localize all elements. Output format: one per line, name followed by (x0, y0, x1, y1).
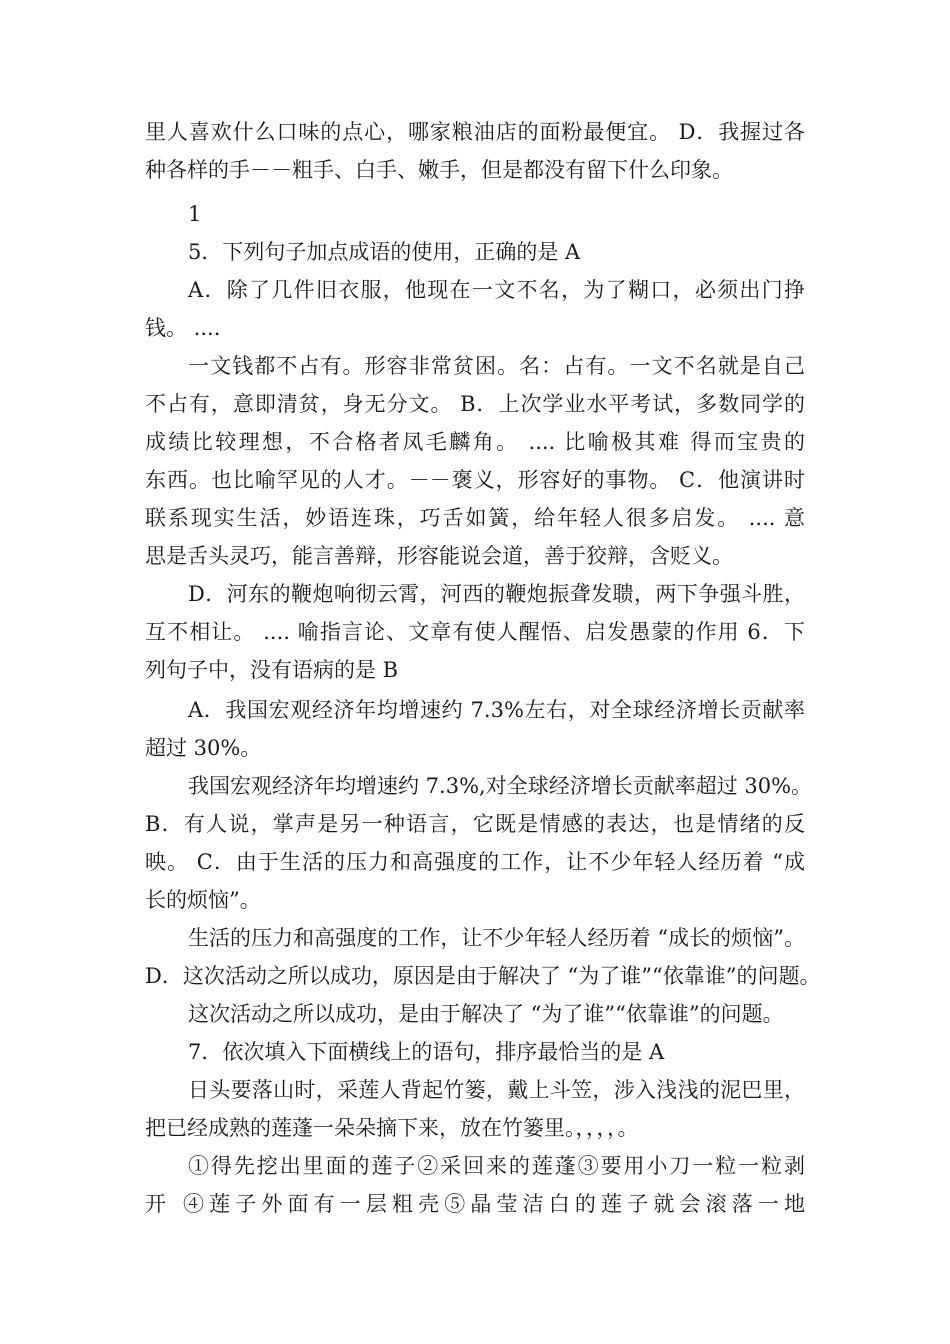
text-line: 钱。 .... (145, 316, 221, 340)
text-line: 我国宏观经济年均增速约 7.3%,对全球经济增长贡献率超过 30%。 (188, 774, 813, 798)
text-line: 互不相让。 .... 喻指言论、文章有使人醒悟、启发愚蒙的作用 6．下 (145, 620, 805, 644)
text-line: 日头要落山时，采莲人背起竹篓，戴上斗笠，涉入浅浅的泥巴里， (188, 1078, 805, 1102)
text-line: 这次活动之所以成功，是由于解决了 “为了谁”“依靠谁”的问题。 (188, 1002, 784, 1026)
text-line: 一文钱都不占有。形容非常贫困。名：占有。一文不名就是自己 (188, 354, 805, 378)
text-line: 列句子中，没有语病的是 B (145, 658, 399, 682)
text-line: A．我国宏观经济年均增速约 7.3%左右，对全球经济增长贡献率 (188, 698, 805, 722)
text-line: ①得先挖出里面的莲子②采回来的莲蓬③要用小刀一粒一粒剥 (188, 1154, 805, 1178)
text-line: 不占有，意即清贫，身无分文。 B．上次学业水平考试，多数同学的 (145, 392, 805, 416)
text-line: D．河东的鞭炮响彻云霄，河西的鞭炮振聋发聩，两下争强斗胜， (188, 582, 805, 606)
text-line: 把已经成熟的莲蓬一朵朵摘下来，放在竹篓里。，，，，。 (145, 1116, 639, 1140)
question-heading: 5．下列句子加点成语的使用，正确的是 A (188, 240, 581, 264)
text-line: B．有人说，掌声是另一种语言，它既是情感的表达，也是情绪的反 (145, 812, 805, 836)
text-line: 映。 C．由于生活的压力和高强度的工作，让不少年轻人经历着 “成 (145, 850, 805, 874)
text-line: 长的烦恼”。 (145, 888, 261, 912)
text-line: 思是舌头灵巧，能言善辩，形容能说会道，善于狡辩，含贬义。 (145, 544, 733, 568)
question-heading: 7．依次填入下面横线上的语句，排序最恰当的是 A (188, 1040, 665, 1064)
text-line: 超过 30%。 (145, 736, 262, 760)
text-line: A．除了几件旧衣服，他现在一文不名，为了糊口，必须出门挣 (188, 278, 805, 302)
text-line: 种各样的手－－粗手、白手、嫩手，但是都没有留下什么印象。 (145, 158, 733, 182)
page-number: 1 (188, 202, 202, 226)
text-line: 东西。也比喻罕见的人才。－－褒义，形容好的事物。 C．他演讲时 (145, 468, 805, 492)
text-line: 联系现实生活，妙语连珠，巧舌如簧，给年轻人很多启发。 .... 意 (145, 506, 805, 530)
text-line: D．这次活动之所以成功，原因是由于解决了 “为了谁”“依靠谁”的问题。 (145, 964, 821, 988)
text-line: 里人喜欢什么口味的点心，哪家粮油店的面粉最便宜。 D．我握过各 (145, 120, 805, 144)
text-line: 开 ④莲子外面有一层粗壳⑤晶莹洁白的莲子就会滚落一地 (145, 1192, 805, 1216)
text-line: 成绩比较理想，不合格者凤毛麟角。 .... 比喻极其难 得而宝贵的 (145, 430, 805, 454)
text-line: 生活的压力和高强度的工作，让不少年轻人经历着 “成长的烦恼”。 (188, 926, 805, 950)
